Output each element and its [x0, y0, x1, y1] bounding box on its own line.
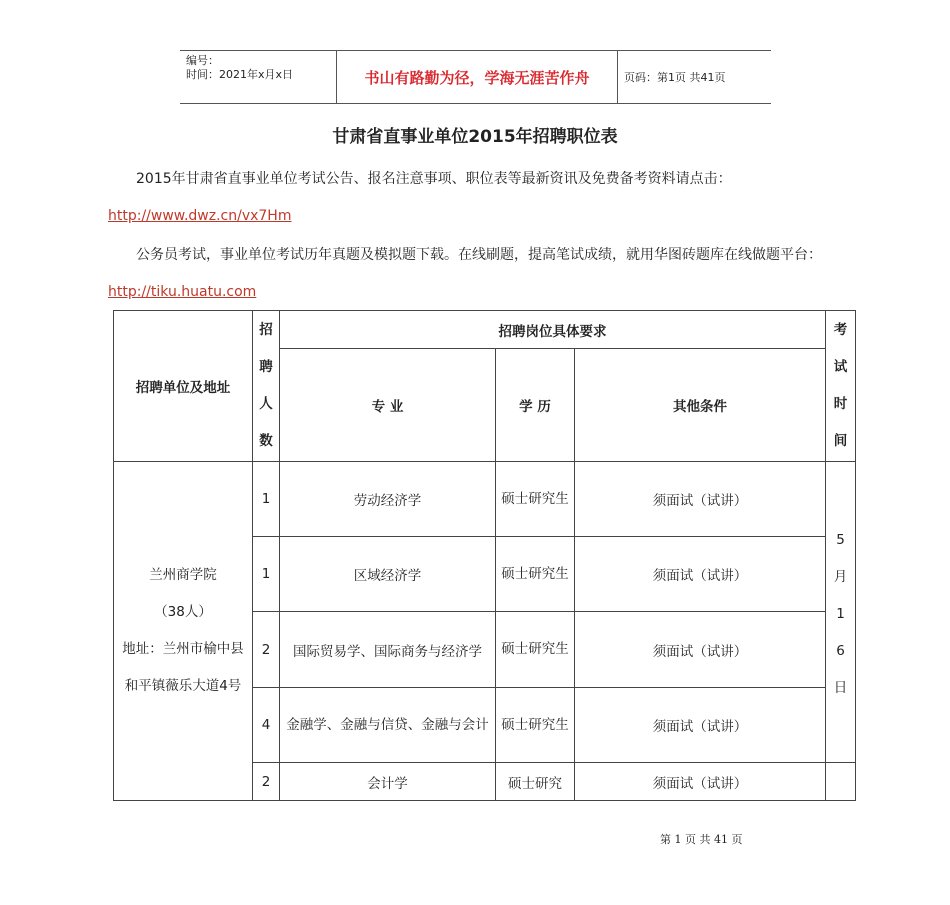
row-major: 国际贸易学、国际商务与经济学 — [280, 612, 496, 688]
row-major: 金融学、金融与信贷、金融与会计 — [280, 688, 496, 763]
row-education: 硕士研究生 — [496, 537, 575, 612]
row-education: 硕士研究 — [496, 763, 575, 801]
document-header — [180, 50, 771, 104]
intro-text-2: 公务员考试，事业单位考试历年真题及模拟题下载。在线刷题，提高笔试成绩，就用华图砖题库在线做题平台： — [136, 247, 822, 263]
row-count: 4 — [253, 688, 280, 763]
header-count: 招 聘 人 数 — [253, 311, 280, 462]
row-count: 1 — [253, 462, 280, 537]
link-tiku[interactable]: http://tiku.huatu.com — [108, 284, 257, 300]
header-major: 专 业 — [280, 349, 496, 462]
positions-table — [113, 310, 856, 801]
unit-cell — [114, 462, 253, 801]
header-meta — [180, 51, 337, 103]
page-label: 页码：第1页 共41页 — [624, 71, 726, 84]
row-education: 硕士研究生 — [496, 462, 575, 537]
motto: 书山有路勤为径，学海无涯苦作舟 — [337, 51, 618, 103]
row-other: 须面试（试讲） — [575, 612, 826, 688]
intro-text-1: 2015年甘肃省直事业单位考试公告、报名注意事项、职位表等最新资讯及免费备考资料请点击： — [136, 171, 732, 187]
page-footer: 第 1 页 共 41 页 — [660, 833, 743, 846]
row-other: 须面试（试讲） — [575, 537, 826, 612]
header-education: 学 历 — [496, 349, 575, 462]
row-count: 1 — [253, 537, 280, 612]
row-count: 2 — [253, 763, 280, 801]
header-exam-time: 考 试 时 间 — [826, 311, 856, 462]
row-education: 硕士研究生 — [496, 612, 575, 688]
unit-name: 兰州商学院 — [149, 567, 217, 583]
row-other: 须面试（试讲） — [575, 462, 826, 537]
row-count: 2 — [253, 612, 280, 688]
unit-address: 地址：兰州市榆中县和平镇薇乐大道4号 — [122, 641, 244, 694]
intro-paragraph-2 — [108, 237, 843, 311]
header-requirements: 招聘岗位具体要求 — [280, 311, 826, 349]
header-unit: 招聘单位及地址 — [114, 311, 253, 462]
link-dwz[interactable]: http://www.dwz.cn/vx7Hm — [108, 208, 292, 224]
row-education: 硕士研究生 — [496, 688, 575, 763]
row-other: 须面试（试讲） — [575, 763, 826, 801]
row-major: 劳动经济学 — [280, 462, 496, 537]
table-row — [114, 462, 856, 537]
row-major: 会计学 — [280, 763, 496, 801]
page-title: 甘肃省直事业单位2015年招聘职位表 — [332, 127, 618, 147]
number-label: 编号： — [186, 54, 219, 67]
header-other: 其他条件 — [575, 349, 826, 462]
exam-date-cell: 5 月 1 6 日 — [826, 462, 856, 763]
unit-count: （38人） — [154, 604, 212, 620]
intro-paragraph-1 — [108, 161, 843, 235]
time-label: 时间：2021年x月x日 — [186, 68, 294, 81]
row-major: 区域经济学 — [280, 537, 496, 612]
exam-date-cell-empty — [826, 763, 856, 801]
row-other: 须面试（试讲） — [575, 688, 826, 763]
